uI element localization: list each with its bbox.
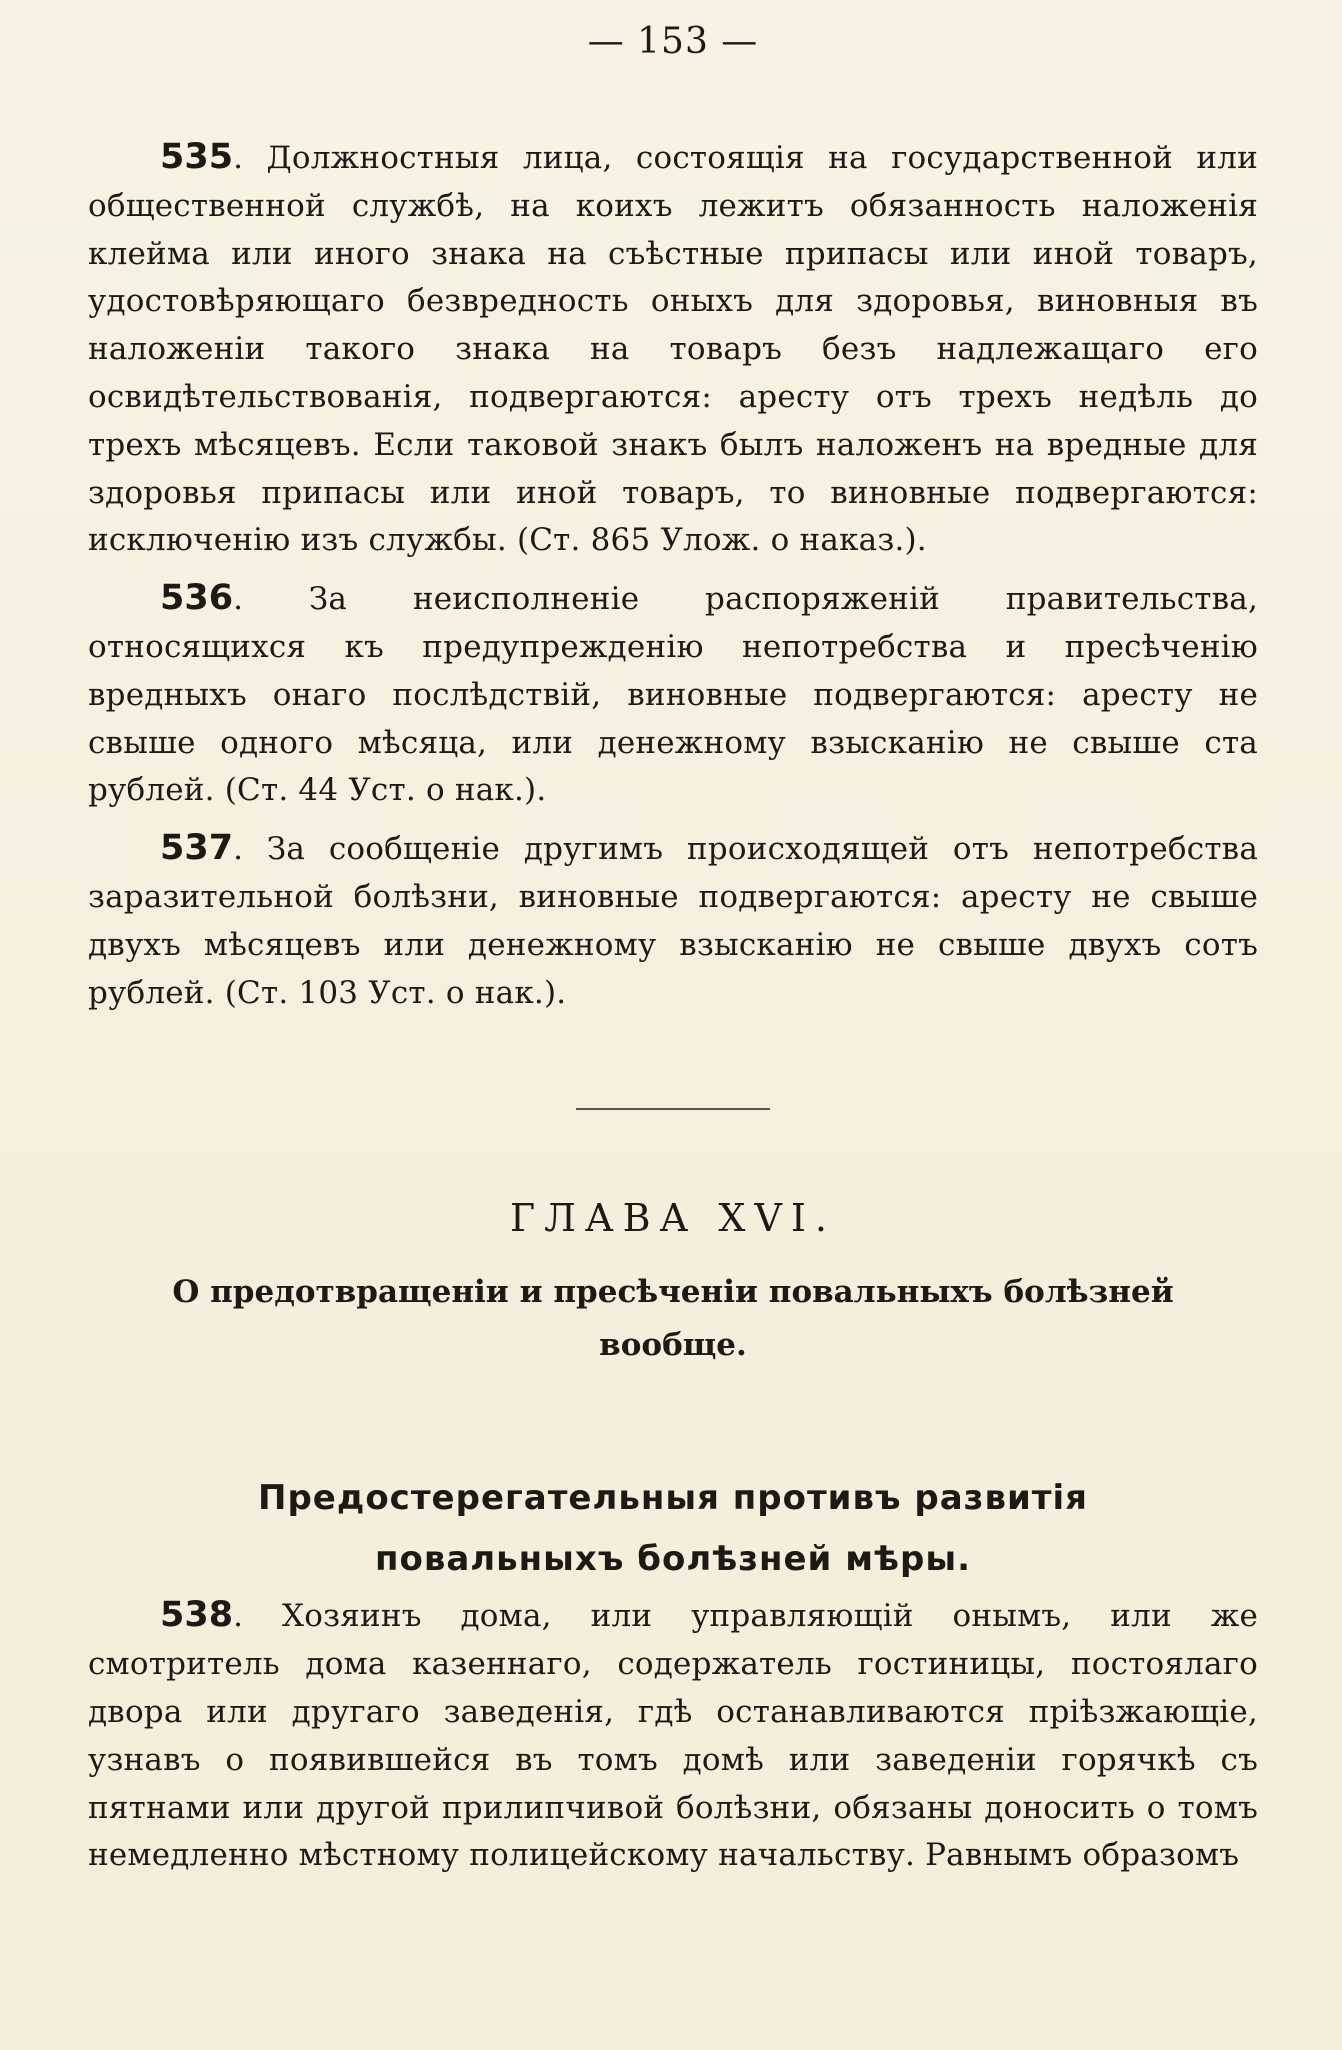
page-number: — 153 — — [587, 21, 759, 62]
chapter-heading: ГЛАВА XVI. — [509, 1196, 836, 1241]
article-number: 535 — [160, 137, 234, 177]
article-number: 538 — [160, 1595, 234, 1636]
article-text: . За сообщеніе другимъ происходящей отъ непотребства заразительной болѣзни, виновные подвергаются: аресту не свыше двухъ мѣсяцевъ или денежному взысканію не свыше двухъ сотъ рублей. (Ст. 103 Уст. о нак.). — [88, 831, 1258, 1011]
article-number: 536 — [160, 578, 234, 619]
article-text: . Должностныя лица, состоящія на государственной или общественной службѣ, на коихъ лежитъ обязанность наложенія клейма или иного знака на съѣстные припасы или иной товаръ, удостовѣряющаго безвредность оныхъ для здоровья, виновныя въ наложеніи такого знака на товаръ безъ надлежащаго его освидѣтельствованія, подвергаются: аресту отъ трехъ недѣль до трехъ мѣсяцевъ. Если таковой знакъ былъ наложенъ на вредные для здоровья припасы или иной товаръ, то виновные подвергаются: исключенію изъ службы. (Ст. 865 Улож. о наказ.). — [88, 140, 1258, 559]
article-537 — [88, 825, 1258, 1017]
article-538 — [88, 1592, 1258, 1880]
article-text: . Хозяинъ дома, или управляющій онымъ, или же смотритель дома казеннаго, содержатель гостиницы, постоялаго двора или другаго заведенія, гдѣ останавливаются пріѣзжающіе, узнавъ о появившейся въ томъ домѣ или заведеніи горячкѣ съ пятнами или другой прилипчивой болѣзни, обязаны доносить о томъ немедленно мѣстному полицейскому начальству. Равнымъ образомъ — [88, 1598, 1258, 1874]
article-536 — [88, 575, 1258, 815]
section-title: Предостерегательныя противъ развитія повальныхъ болѣзней мѣры. — [258, 1478, 1088, 1580]
chapter-title: О предотвращеніи и пресѣченіи повальныхъ болѣзней вообще. — [172, 1274, 1174, 1364]
article-text: . За неисполненіе распоряженій правительства, относящихся къ предупрежденію непотребства и пресѣченію вредныхъ онаго послѣдствій, виновные подвергаются: аресту не свыше одного мѣсяца, или денежному взысканію не свыше ста рублей. (Ст. 44 Уст. о нак.). — [88, 581, 1258, 809]
section-divider — [576, 1108, 770, 1110]
article-535 — [88, 134, 1258, 565]
article-number: 537 — [160, 828, 234, 869]
